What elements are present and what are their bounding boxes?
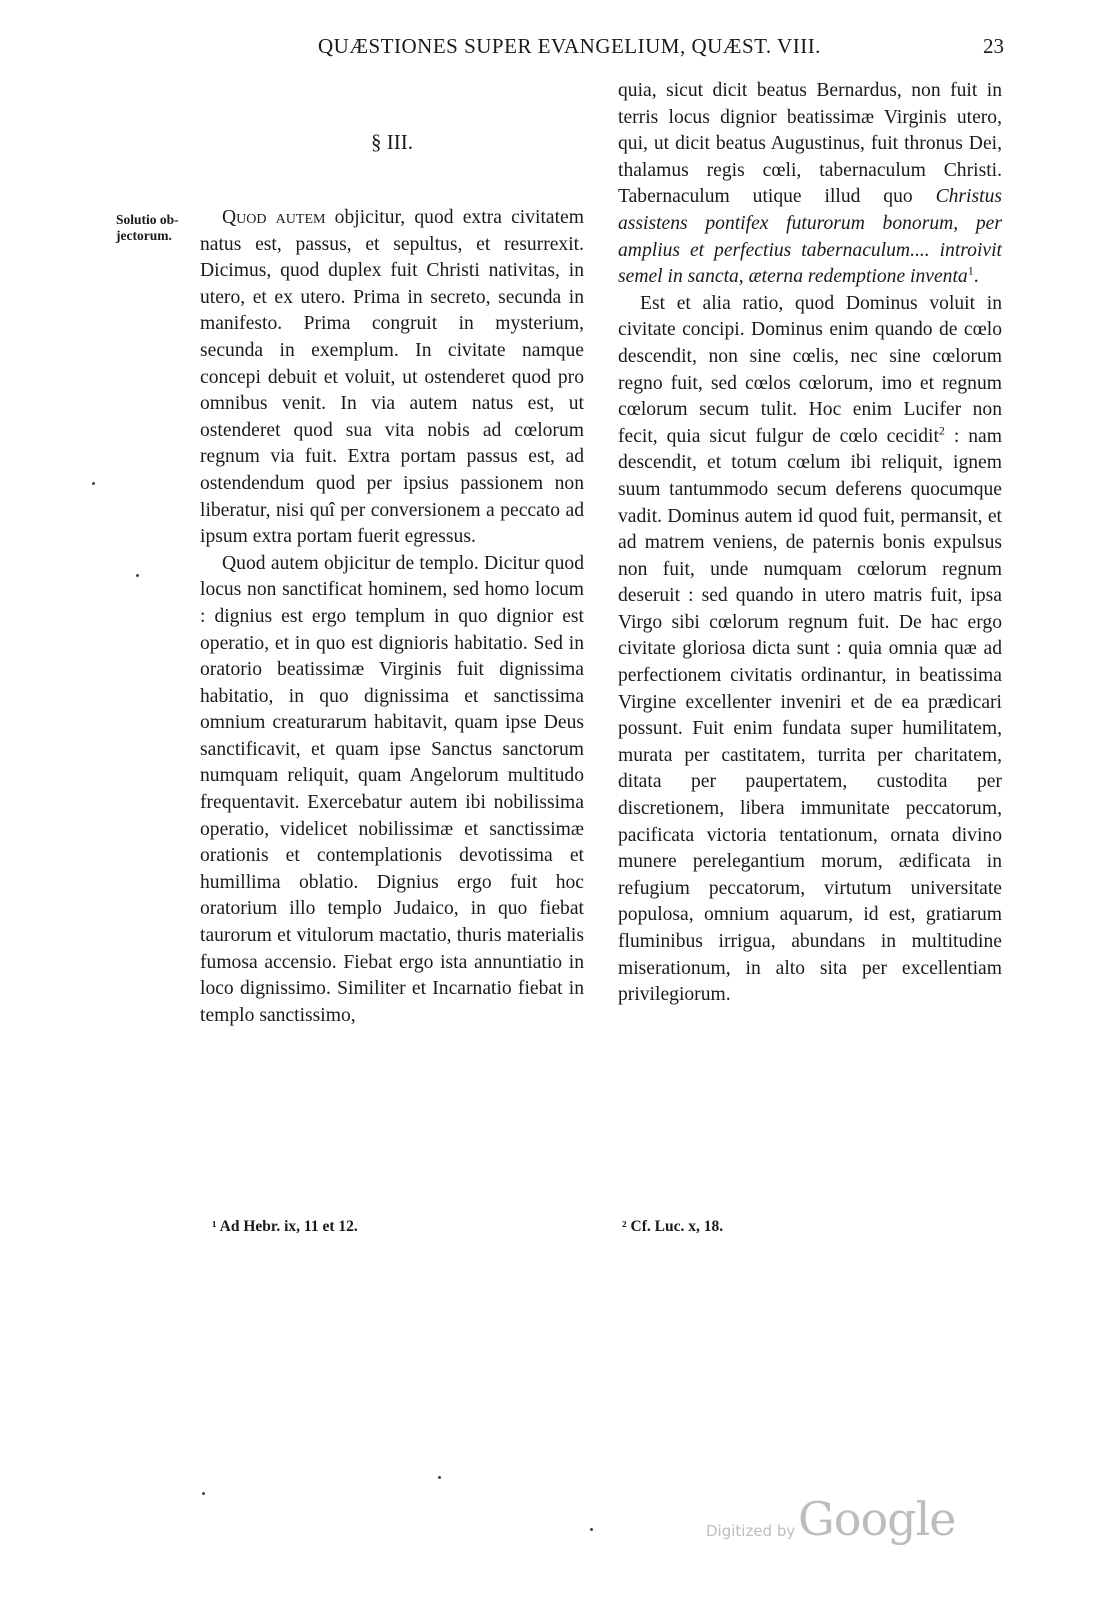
right-paragraph-2-text-a: Est et alia ratio, quod Dominus voluit in civitate concipi. Dominus enim quando de cœlo descendit, non sine cœlis, nec sine cœlorum regno fuit, sed cœlos cœlorum, imo et regnum cœlorum secum tulit. Hoc enim Lucifer non fecit, quia sicut fulgur de cœlo cecidit [618,292,1002,447]
print-speck [136,574,139,577]
footnote-right: ² Cf. Luc. x, 18. [622,1218,724,1235]
margin-note [116,212,196,244]
margin-note-line1: Solutio ob- [116,212,179,227]
print-speck [590,1528,593,1531]
right-paragraph-1-end: . [973,266,979,288]
right-paragraph-1 [618,78,1002,291]
running-head: QUÆSTIONES SUPER EVANGELIUM, QUÆST. VIII. [318,34,821,58]
section-heading: § III. [371,130,413,154]
left-paragraph-2: Quod autem objicitur de templo. Dicitur quod locus non sanctificat hominem, sed homo locum : dignius est ergo templum in quo dignior est operatio, et in quo est dignioris habitatio. Sed in oratorio beatissimæ Virginis fuit dignissima habitatio, in quo dignissima et sanctissima omnium creaturarum habitavit, quam ipse Deus sanctificavit, et quam ipse Sanctus sanctorum numquam reliquit, quam Angelorum multitudo frequentavit. Exercebatur autem ibi nobilissima operatio, videlicet nobilissimæ et sanctissimæ orationis et contemplationis devotissima et humillima oblatio. Dignius ergo fuit hoc oratorium illo templo Judaico, in quo fiebat taurorum et vitulorum mactatio, thuris materialis fumosa accensio. Fiebat ergo ista annuntiatio in loco dignissimo. Similiter et Incarnatio fiebat in templo sanctissimo, [200,552,584,1026]
left-paragraph-1 [200,205,584,551]
right-paragraph-2 [618,291,1002,1009]
print-speck [438,1476,441,1479]
paragraph-lead-words: Quod autem [222,207,326,228]
footnote-marker-1: 1 [967,263,974,278]
scripture-quote: Christus assistens pontifex futurorum bonorum, per amplius et perfectius tabernaculum.... introivit semel in sancta, æterna redemptione inventa [618,186,1002,288]
print-speck [92,482,95,485]
print-speck [202,1492,205,1495]
footnote-left: ¹ Ad Hebr. ix, 11 et 12. [212,1218,358,1235]
margin-note-line2: jectorum. [116,228,172,243]
digitized-watermark [706,1492,956,1552]
right-paragraph-2-text-b: : nam descendit, et totum cœlum ibi reliquit, ignem suum tantummodo secum deferens quocumque vadit. Dominus autem id quod fuit, permansit, et ad matrem veniens, de paternis bonis expulsus non fuit, unde numquam cœlorum regnum deseruit : sed quando in utero matris fuit, ipsa Virgo sibi cœlorum regnum fuit. De hac ergo civitate gloriosa dicta sunt : quia omnia quæ ad perfectionem civitatis ordinantur, in beatissima Virgine excellenter inveniri et de ea prædicari possunt. Fuit enim fundata super humilitatem, murata per castitatem, turrita per charitatem, ditata per paupertatem, custodita per discretionem, libera immunitate peccatorum, pacificata victoria tentationum, ornata divino munere perelegantium morum, ædificata in refugium peccatorum, virtutum universitate populosa, omnium aquarum, id est, gratiarum fluminibus irrigua, abundans in multitudine miserationum, in alto sita per excellentiam privilegiorum. [618,425,1002,1006]
google-logo: Google [798,1492,956,1546]
footnote-marker-2: 2 [938,423,945,438]
right-paragraph-1-text: quia, sicut dicit beatus Bernardus, non fuit in terris locus dignior beatissimæ Virginis utero, qui, ut dicit beatus Augustinus, fuit thronus Dei, thalamus regis cœli, tabernaculum Christi. Tabernaculum utique illud quo [618,80,1002,208]
left-column [200,78,584,1029]
page-number: 23 [983,34,1004,58]
watermark-prefix: Digitized by [706,1522,796,1540]
left-paragraph-1-text: objicitur, quod extra civitatem natus est, passus, et sepultus, et resurrexit. Dicimus, quod duplex fuit Christi nativitas, in utero, et ex utero. Prima in secreto, secunda in manifesto. Prima congruit in mysterium, secunda in exemplum. In civitate namque concepi debuit et voluit, ut ostenderet quod pro omnibus venit. In via autem natus est, ut ostenderet quod sua vita nobis ad cœlorum regnum via fuit. Extra portam passus est, ad ostendendum quod per ipsius passionem non liberatur, nisi quî per conversionem a peccato ad ipsum extra portam fuerit egressus. [200,207,584,548]
right-column [618,78,1002,1009]
page-header [318,34,1018,64]
